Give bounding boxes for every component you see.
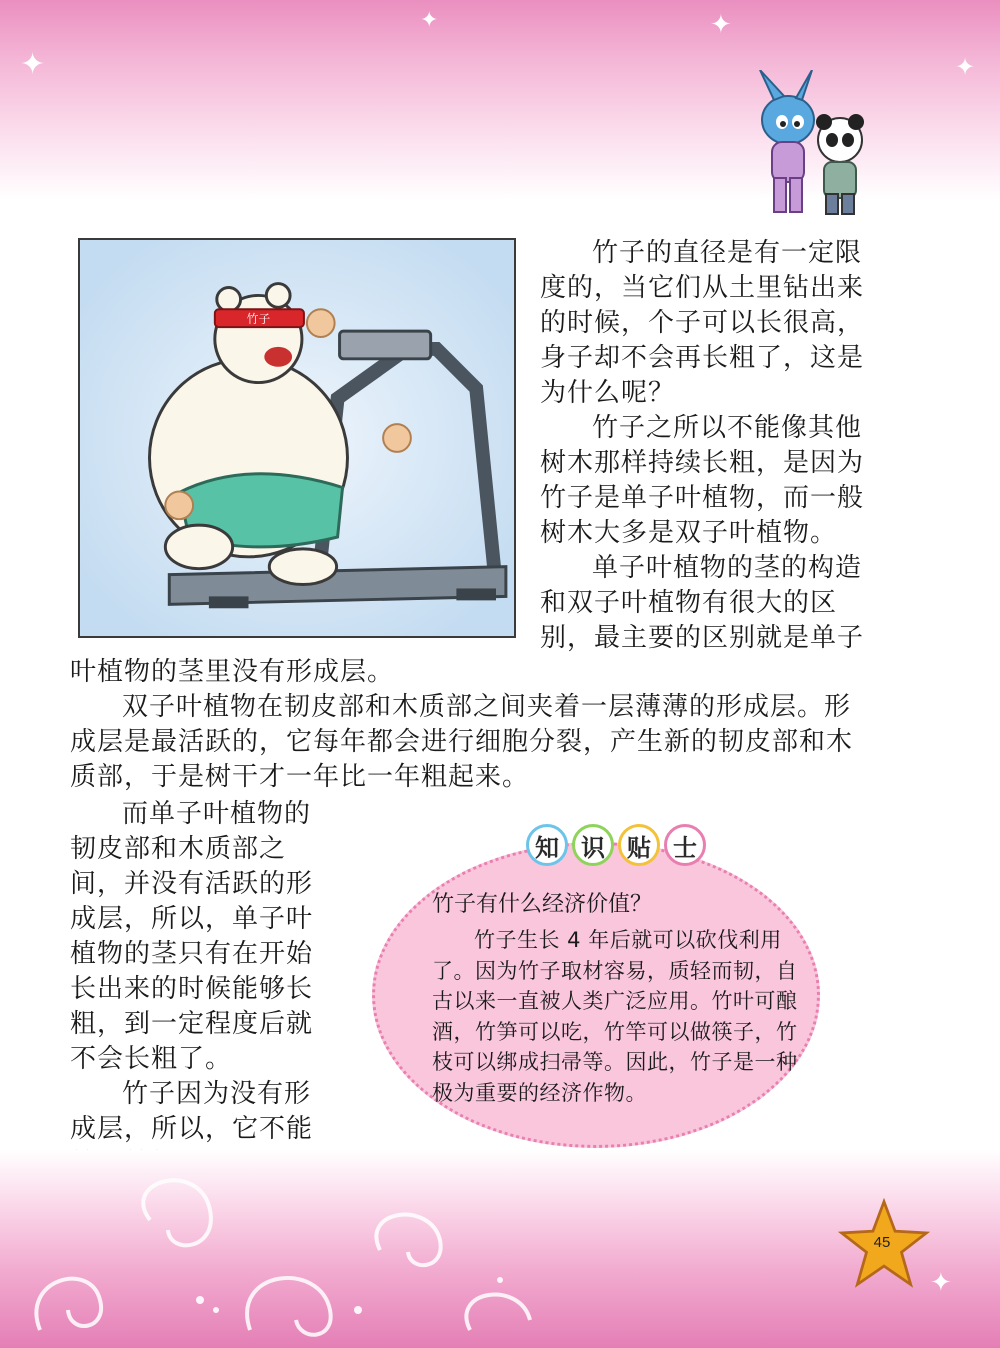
article-left-column	[70, 797, 332, 1182]
tip-badge: 士	[664, 824, 706, 866]
headband-text: 竹子	[246, 312, 271, 327]
page-number: 45	[873, 1234, 891, 1251]
swirl-decoration	[0, 1160, 560, 1348]
sparkle-icon: ✦	[955, 53, 976, 81]
mascot-illustration	[740, 70, 870, 220]
tip-badge: 知	[526, 824, 568, 866]
tip-badge: 贴	[618, 824, 660, 866]
article-paragraph: 竹子的直径是有一定限度的，当它们从土里钻出来的时候，个子可以长很高，身子却不会再长粗了，这是为什么呢？	[540, 238, 865, 408]
bear-treadmill-illustration	[78, 238, 516, 638]
tip-answer-block	[432, 925, 808, 1108]
sparkle-icon: ✦	[420, 8, 439, 33]
article-paragraph: 而单子叶植物的韧皮部和木质部之间，并没有活跃的形成层，所以，单子叶植物的茎只有在开始长出来的时候能够长粗，到一定程度后就不会长粗了。	[70, 799, 314, 1074]
article-right-column	[540, 236, 864, 656]
article-paragraph: 竹子因为没有形成层，所以，它不能	[70, 1079, 314, 1144]
knowledge-tip-header	[526, 824, 706, 866]
article-paragraph: 叶植物的茎里没有形成层。	[70, 657, 395, 687]
article-paragraph: 单子叶植物的茎的构造和双子叶植物有很大的区别，最主要的区别就是单子	[540, 553, 865, 653]
sparkle-icon: ✦	[20, 47, 46, 82]
article-paragraph: 竹子之所以不能像其他树木那样持续长粗，是因为竹子是单子叶植物，而一般树木大多是双子叶植物。	[540, 413, 865, 548]
article-paragraph: 双子叶植物在韧皮部和木质部之间夹着一层薄薄的形成层。形成层是最活跃的，它每年都会进行细胞分裂，产生新的韧皮部和木质部，于是树干才一年比一年粗起来。	[70, 692, 854, 792]
sparkle-icon: ✦	[930, 1268, 952, 1298]
article-wide-section	[70, 655, 865, 795]
sparkle-icon: ✦	[710, 10, 732, 40]
tip-question: 竹子有什么经济价值？	[432, 892, 653, 917]
tip-badge: 识	[572, 824, 614, 866]
tip-answer: 竹子生长 4 年后就可以砍伐利用了。因为竹子取材容易，质轻而韧，自古以来一直被人类广泛应用。竹叶可酿酒，竹笋可以吃，竹竿可以做筷子，竹枝可以绑成扫帚等。因此，竹子是一种极为重要的经济作物。	[432, 928, 798, 1105]
